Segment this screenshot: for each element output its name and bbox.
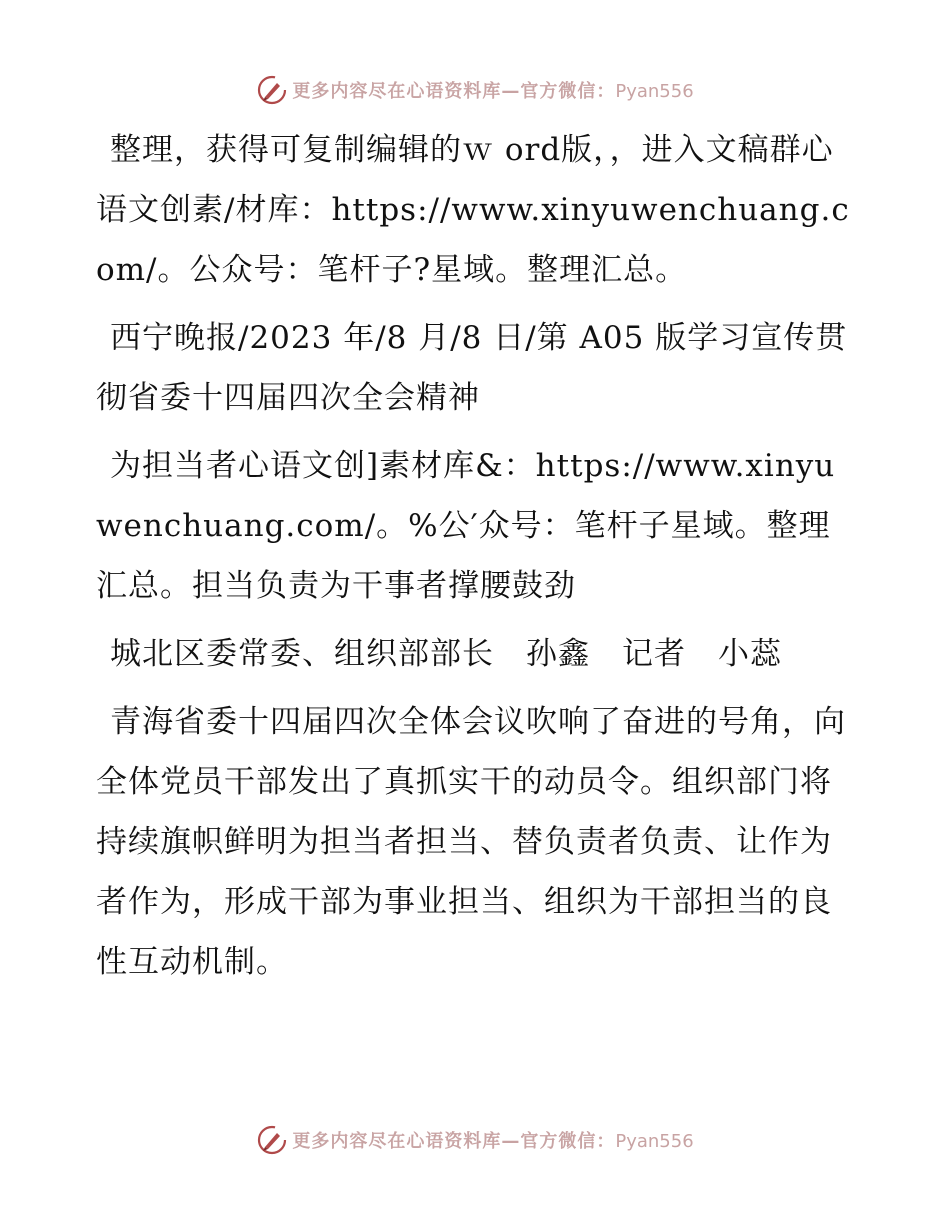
paragraph-byline: 城北区委常委、组织部部长 孙鑫 记者 小蕊 [110, 636, 782, 672]
pen-logo-icon [256, 74, 288, 106]
footer-watermark-banner [0, 1120, 950, 1160]
paragraph-body: 青海省委十四届四次全体会议吹响了奋进的号角，向全体党员干部发出了真抓实干的动员令。组织部门将持续旗帜鲜明为担当者担当、替负责者负责、让作为者作为，形成干部为事业担当、组织为干部担当的良性互动机制。 [96, 704, 846, 980]
paragraph-intro: 整理，获得可复制编辑的ｗ ord版，，进入文稿群心语文创素/材库：https://www.xinyuwenchuang.com/。公众号：笔杆子?星域。整理汇总。 [96, 132, 850, 288]
watermark-label: 更多内容尽在心语资料库—官方微信： [292, 81, 616, 102]
watermark-text [292, 1127, 693, 1153]
paragraph-source: 西宁晚报/2023 年/8 月/8 日/第 A05 版学习宣传贯彻省委十四届四次全会精神 [96, 320, 848, 416]
pen-logo-icon [256, 1124, 288, 1156]
header-watermark-banner [0, 70, 950, 110]
paragraph-title: 为担当者心语文创]素材库&：https://www.xinyuwenchuang.com/。%公′众号：笔杆子星域。整理汇总。担当负责为干事者撑腰鼓劲 [96, 448, 836, 604]
wechat-id: Pyan556 [615, 1131, 694, 1152]
wechat-id: Pyan556 [615, 81, 694, 102]
watermark-label: 更多内容尽在心语资料库—官方微信： [292, 1131, 616, 1152]
watermark-text [292, 77, 693, 103]
document-body [96, 120, 856, 1000]
